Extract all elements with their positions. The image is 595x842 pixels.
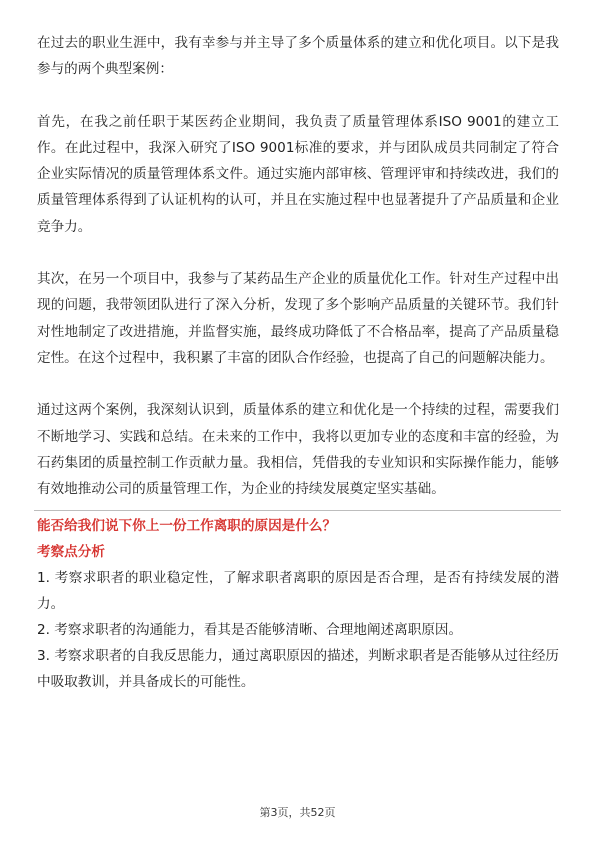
analysis-list (37, 565, 559, 695)
section-divider (34, 510, 561, 511)
page-number: 第3页，共52页 (259, 806, 336, 819)
interview-question: 能否给我们说下你上一份工作离职的原因是什么？ (37, 518, 337, 535)
analysis-item: 1. 考察求职者的职业稳定性，了解求职者离职的原因是否合理，是否有持续发展的潜力。 (37, 570, 559, 613)
analysis-item: 3. 考察求职者的自我反思能力，通过离职原因的描述，判断求职者是否能够从过往经历中吸取教训，并具备成长的可能性。 (37, 648, 559, 691)
intro-paragraph: 在过去的职业生涯中，我有幸参与并主导了多个质量体系的建立和优化项目。以下是我参与的两个典型案例： (37, 35, 559, 78)
analysis-heading: 考察点分析 (37, 544, 105, 561)
conclusion-paragraph: 通过这两个案例，我深刻认识到，质量体系的建立和优化是一个持续的过程，需要我们不断地学习、实践和总结。在未来的工作中，我将以更加专业的态度和丰富的经验，为石药集团的质量控制工作贡献力量。我相信，凭借我的专业知识和实际操作能力，能够有效地推动公司的质量管理工作，为企业的持续发展奠定坚实基础。 (37, 402, 559, 498)
document-page (37, 30, 559, 695)
case-two-paragraph: 其次，在另一个项目中，我参与了某药品生产企业的质量优化工作。针对生产过程中出现的问题，我带领团队进行了深入分析，发现了多个影响产品质量的关键环节。我们针对性地制定了改进措施，并监督实施，最终成功降低了不合格品率，提高了产品质量稳定性。在这个过程中，我积累了丰富的团队合作经验，也提高了自己的问题解决能力。 (37, 271, 559, 366)
case-one-paragraph: 首先，在我之前任职于某医药企业期间，我负责了质量管理体系ISO 9001的建立工作。在此过程中，我深入研究了ISO 9001标准的要求，并与团队成员共同制定了符合企业实际情况的质量管理体系文件。通过实施内部审核、管理评审和持续改进，我们的质量管理体系得到了认证机构的认可，并且在实施过程中也显著提升了产品质量和企业竞争力。 (37, 113, 559, 235)
analysis-item: 2. 考察求职者的沟通能力，看其是否能够清晰、合理地阐述离职原因。 (37, 622, 463, 639)
